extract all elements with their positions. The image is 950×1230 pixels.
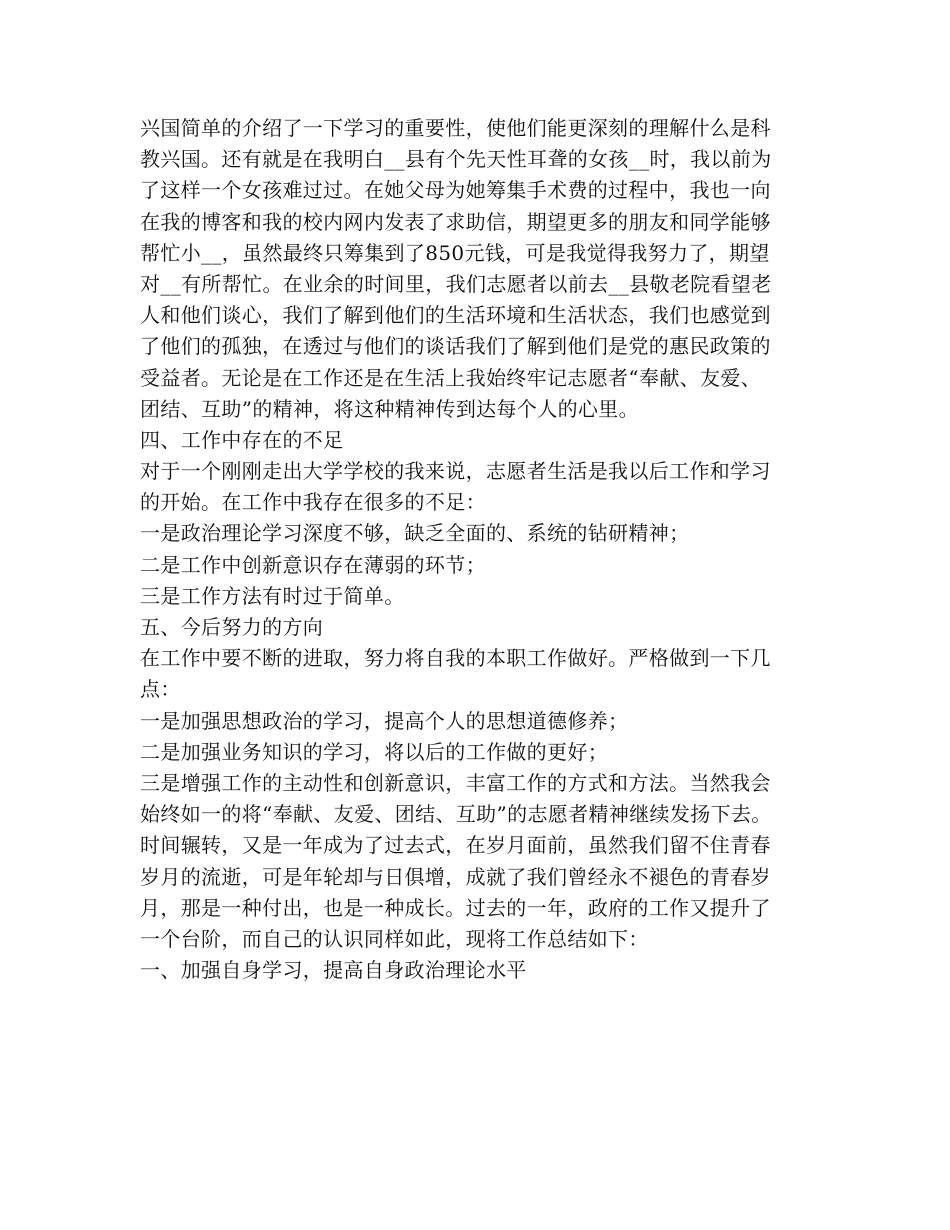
text-line: 团结、互助”的精神，将这种精神传到达每个人的心里。: [140, 396, 639, 421]
text-line: 受益者。无论是在工作还是在生活上我始终牢记志愿者“奉献、友爱、: [140, 365, 762, 390]
text-line: 帮忙小__，虽然最终只筹集到了850元钱，可是我觉得我努力了，期望: [140, 240, 770, 265]
list-item: 三是工作方法有时过于简单。: [140, 583, 405, 608]
list-item: 一是政治理论学习深度不够，缺乏全面的、系统的钻研精神；: [140, 521, 690, 546]
section-heading: 四、工作中存在的不足: [140, 427, 344, 452]
text-line: 兴国简单的介绍了一下学习的重要性，使他们能更深刻的理解什么是科: [140, 116, 771, 140]
list-item: 二是工作中创新意识存在薄弱的环节；: [140, 552, 486, 577]
text-line: 人和他们谈心，我们了解到他们的生活环境和生活状态，我们也感觉到: [140, 303, 771, 328]
text-line: 月，那是一种付出，也是一种成长。过去的一年，政府的工作又提升了: [140, 895, 771, 920]
text-line: 一个台阶，而自己的认识同样如此，现将工作总结如下：: [140, 926, 649, 951]
text-line: 对__有所帮忙。在业余的时间里，我们志愿者以前去__县敬老院看望老: [140, 271, 772, 296]
text-line: 在我的博客和我的校内网内发表了求助信，期望更多的朋友和同学能够: [140, 209, 771, 234]
list-item: 一是加强思想政治的学习，提高个人的思想道德修养；: [140, 708, 629, 733]
list-item: 三是增强工作的主动性和创新意识，丰富工作的方式和方法。当然我会: [140, 770, 771, 795]
list-item: 二是加强业务知识的学习，将以后的工作做的更好；: [140, 739, 609, 764]
text-line: 的开始。在工作中我存在很多的不足：: [140, 490, 486, 515]
text-line: 时间辗转，又是一年成为了过去式，在岁月面前，虽然我们留不住青春: [140, 833, 771, 858]
text-line: 了这样一个女孩难过过。在她父母为她筹集手术费的过程中，我也一向: [140, 178, 771, 203]
text-line: 点：: [140, 677, 181, 702]
section-heading: 一、加强自身学习，提高自身政治理论水平: [140, 958, 527, 983]
text-line: 岁月的流逝，可是年轮却与日俱增，成就了我们曾经永不褪色的青春岁: [140, 864, 771, 889]
text-line: 在工作中要不断的进取，努力将自我的本职工作做好。严格做到一下几: [140, 646, 771, 671]
text-line: 对于一个刚刚走出大学学校的我来说，志愿者生活是我以后工作和学习: [140, 459, 771, 484]
text-line: 了他们的孤独，在透过与他们的谈话我们了解到他们是党的惠民政策的: [140, 334, 771, 359]
text-line: 始终如一的将“奉献、友爱、团结、互助”的志愿者精神继续发扬下去。: [140, 802, 772, 827]
section-heading: 五、今后努力的方向: [140, 615, 324, 639]
document-body: [140, 113, 840, 986]
text-line: 教兴国。还有就是在我明白__县有个先天性耳聋的女孩__时，我以前为: [140, 147, 772, 172]
